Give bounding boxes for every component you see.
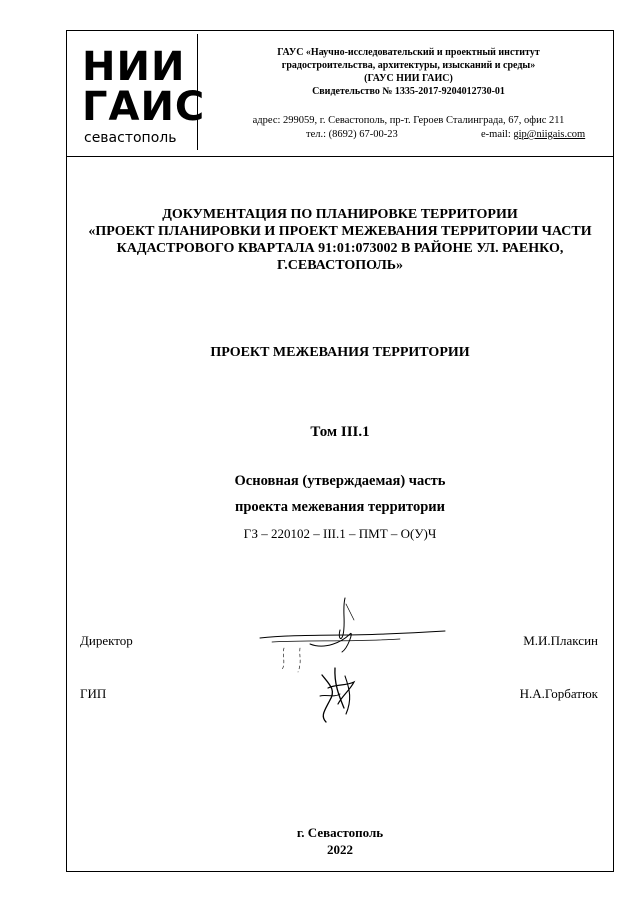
title-line-2: «ПРОЕКТ ПЛАНИРОВКИ И ПРОЕКТ МЕЖЕВАНИЯ ТЕРРИТОРИИ ЧАСТИ bbox=[88, 224, 592, 239]
logo-line-2: ГАИС bbox=[82, 84, 206, 130]
org-certificate: Свидетельство № 1335-2017-9204012730-01 bbox=[312, 86, 505, 97]
gip-role: ГИП bbox=[80, 686, 107, 701]
project-title: ПРОЕКТ МЕЖЕВАНИЯ ТЕРРИТОРИИ bbox=[210, 345, 470, 360]
organization-info bbox=[211, 46, 606, 98]
email-block bbox=[481, 128, 585, 141]
director-role: Директор bbox=[80, 633, 133, 648]
header bbox=[66, 30, 614, 157]
gip-name: Н.А.Горбатюк bbox=[519, 686, 598, 701]
address: адрес: 299059, г. Севастополь, пр-т. Героев Сталинграда, 67, офис 211 bbox=[252, 115, 565, 126]
logo-line-3: севастополь bbox=[84, 130, 177, 146]
part-title-line-1: Основная (утверждаемая) часть bbox=[234, 473, 446, 489]
director-name: М.И.Плаксин bbox=[523, 633, 598, 648]
part-title-line-2: проекта межевания территории bbox=[235, 499, 445, 515]
phone: тел.: (8692) 67-00-23 bbox=[306, 129, 398, 140]
document-title bbox=[76, 206, 604, 274]
institute-logo bbox=[70, 34, 206, 150]
org-line-2: градостроительства, архитектуры, изысканий и среды» bbox=[281, 60, 536, 71]
year: 2022 bbox=[327, 842, 353, 857]
email-link[interactable]: gip@niigais.com bbox=[513, 129, 586, 140]
org-line-3: (ГАУС НИИ ГАИС) bbox=[364, 73, 453, 84]
document-code: ГЗ – 220102 – III.1 – ПМТ – О(У)Ч bbox=[243, 526, 437, 541]
handwritten-signatures bbox=[250, 590, 450, 740]
title-line-4: Г.СЕВАСТОПОЛЬ» bbox=[276, 258, 404, 273]
org-line-1: ГАУС «Научно-исследовательский и проектный институт bbox=[277, 47, 540, 58]
email-label: e-mail: bbox=[481, 129, 511, 140]
title-line-3: КАДАСТРОВОГО КВАРТАЛА 91:01:073002 В РАЙОНЕ УЛ. РАЕНКО, bbox=[116, 241, 564, 256]
logo-line-1: НИИ bbox=[82, 44, 186, 90]
city: г. Севастополь bbox=[296, 825, 384, 840]
volume-title: Том III.1 bbox=[310, 424, 370, 440]
title-line-1: ДОКУМЕНТАЦИЯ ПО ПЛАНИРОВКЕ ТЕРРИТОРИИ bbox=[162, 207, 518, 222]
